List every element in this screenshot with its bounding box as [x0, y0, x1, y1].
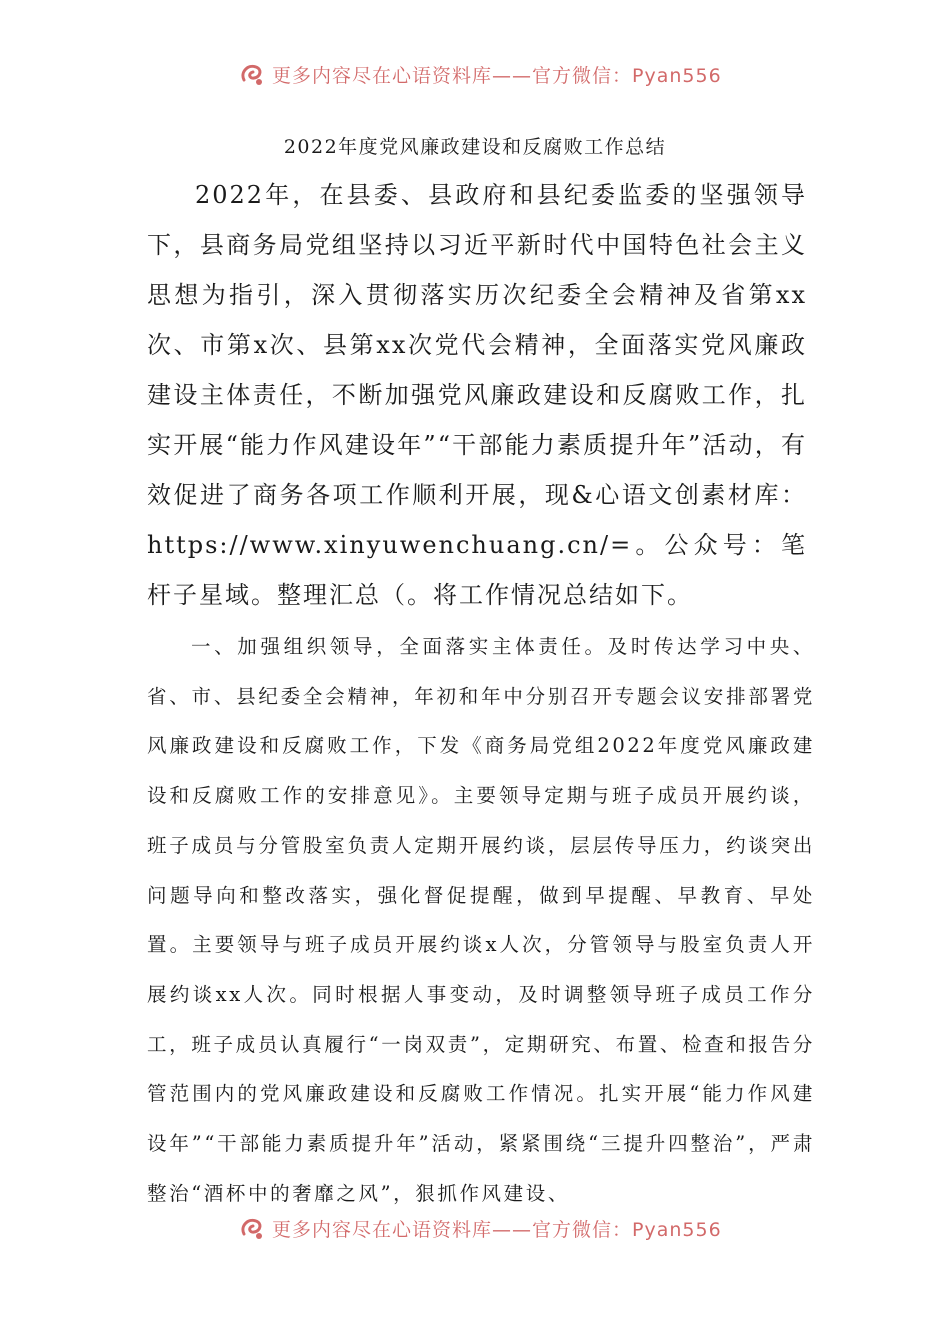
document-title: 2022年度党风廉政建设和反腐败工作总结	[283, 136, 667, 158]
watermark-text: 更多内容尽在心语资料库——官方微信：Pyan556	[272, 64, 722, 86]
brand-swirl-icon	[238, 60, 266, 86]
watermark-banner-bottom	[0, 1206, 950, 1240]
watermark-text: 更多内容尽在心语资料库——官方微信：Pyan556	[272, 1218, 722, 1240]
watermark-banner-top	[0, 52, 950, 86]
brand-swirl-icon	[238, 1214, 266, 1240]
intro-paragraph: 2022年，在县委、县政府和县纪委监委的坚强领导下，县商务局党组坚持以习近平新时代中国特色社会主义思想为指引，深入贯彻落实历次纪委全会精神及省第xx次、市第x次、县第xx次党代会精神，全面落实党风廉政建设主体责任，不断加强党风廉政建设和反腐败工作，扎实开展“能力作风建设年”“干部能力素质提升年”活动，有效促进了商务各项工作顺利开展，现&心语文创素材库：https://www.xinyuwenchuang.cn/=。公众号：笔杆子星域。整理汇总（。将工作情况总结如下。	[147, 181, 807, 609]
section-1-paragraph: 一、加强组织领导，全面落实主体责任。及时传达学习中央、省、市、县纪委全会精神，年初和年中分别召开专题会议安排部署党风廉政建设和反腐败工作，下发《商务局党组2022年度党风廉政建设和反腐败工作的安排意见》。主要领导定期与班子成员开展约谈，班子成员与分管股室负责人定期开展约谈，层层传导压力，约谈突出问题导向和整改落实，强化督促提醒，做到早提醒、早教育、早处置。主要领导与班子成员开展约谈x人次，分管领导与股室负责人开展约谈xx人次。同时根据人事变动，及时调整领导班子成员工作分工，班子成员认真履行“一岗双责”，定期研究、布置、检查和报告分管范围内的党风廉政建设和反腐败工作情况。扎实开展“能力作风建设年”“干部能力素质提升年”活动，紧紧围绕“三提升四整治”，严肃整治“酒杯中的奢靡之风”，狠抓作风建设、	[147, 635, 815, 1205]
